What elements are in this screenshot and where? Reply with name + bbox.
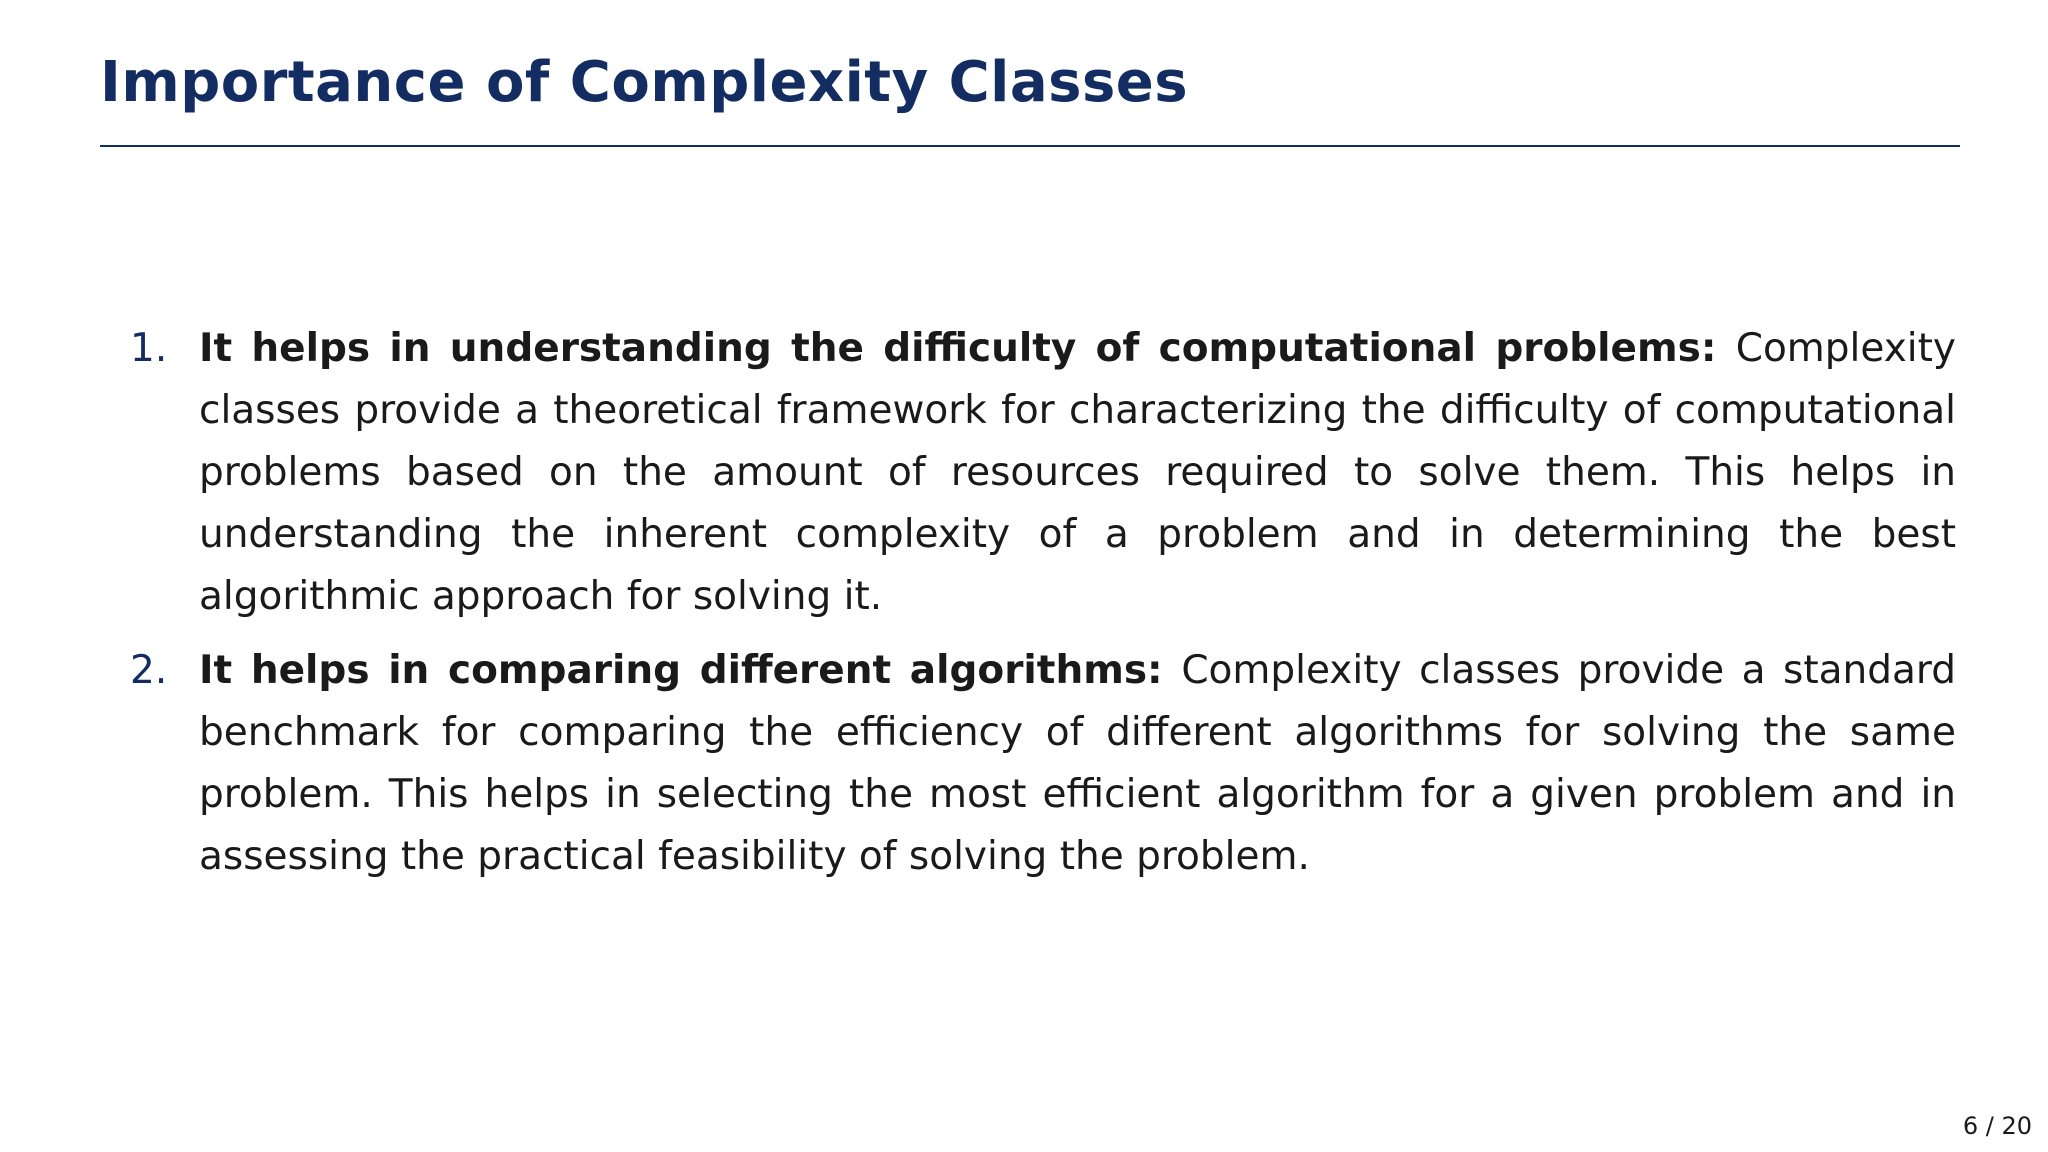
list-item	[130, 318, 1956, 628]
numbered-list	[130, 318, 1956, 888]
list-item-lead: It helps in comparing different algorithms:	[199, 648, 1182, 693]
list-item-text: Complexity classes provide a theoretical framework for characterizing the difficulty of computational problems based on the amount of resources required to solve them. This helps in understanding the inherent complexity of a problem and in determining the best algorithmic approach for solving it.	[199, 326, 1956, 619]
list-item-text: Complexity classes provide a standard benchmark for comparing the efficiency of different algorithms for solving the same problem. This helps in selecting the most efficient algorithm for a given problem and in assessing the practical feasibility of solving the problem.	[199, 648, 1956, 879]
list-item	[130, 640, 1956, 888]
title-divider	[100, 145, 1960, 147]
slide-title: Importance of Complexity Classes	[100, 50, 1189, 115]
page-number: 6 / 20	[1962, 1112, 2032, 1140]
list-item-number: 2.	[130, 648, 168, 693]
list-item-lead: It helps in understanding the difficulty of computational problems:	[199, 326, 1736, 371]
list-item-number: 1.	[130, 326, 168, 371]
